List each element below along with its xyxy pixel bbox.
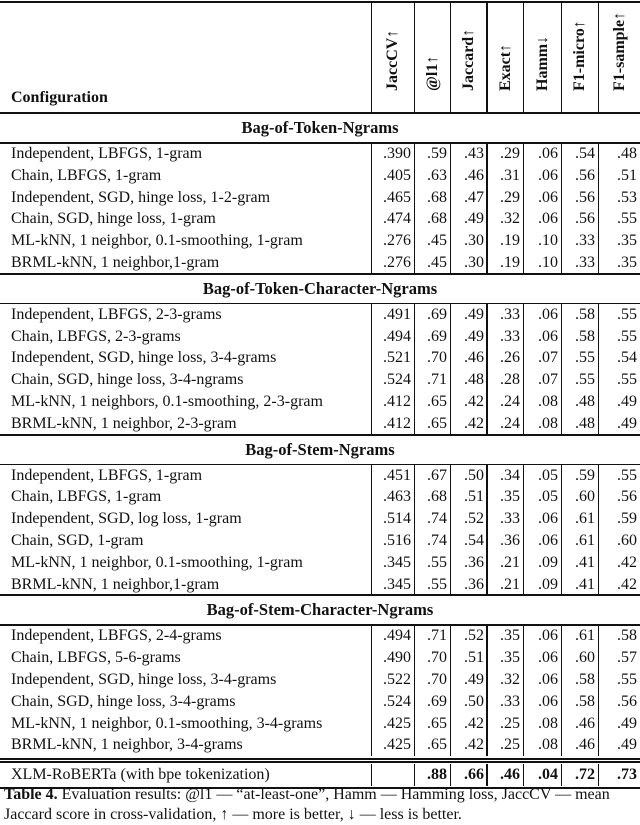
section-title: Bag-of-Token-Character-Ngrams [202,278,438,298]
row-value-exact: .32 [486,669,523,691]
row-configuration: BRML-kNN, 1 neighbor, 2-3-gram [11,414,237,432]
row-value-hamm: .08 [523,734,561,756]
row-value-exact: .21 [486,552,523,574]
row-value-jaccard: .30 [450,230,487,252]
row-value-f1-micro: .33 [561,252,598,274]
row-value-at-least-one: .70 [414,647,450,669]
row-value-at-least-one: .65 [414,734,450,756]
row-value-f1-micro: .55 [561,347,598,369]
row-value-at-least-one: .63 [414,165,450,187]
table-row [0,486,640,508]
row-configuration: ML-kNN, 1 neighbor, 0.1-smoothing, 1-gram [11,553,303,571]
row-value-f1-sample: .49 [598,734,640,756]
table-row [0,230,640,252]
row-value-hamm: .09 [523,552,561,574]
row-value-jaccard: .42 [450,713,487,735]
table-row [0,413,640,435]
column-header-f1-micro: F1-micro↑ [561,3,598,113]
row-value-jaccard: .49 [450,208,487,230]
row-value-exact: .35 [486,486,523,508]
row-value-jaccard: .36 [450,574,487,596]
row-value-hamm: .06 [523,508,561,530]
table-row [0,252,640,274]
row-value-jaccard: .50 [450,691,487,713]
row-configuration: ML-kNN, 1 neighbors, 0.1-smoothing, 2-3-gram [11,393,323,410]
row-value-jaccard: .36 [450,552,487,574]
row-value-f1-micro: .58 [561,669,598,691]
row-value-jacccv: .451 [371,465,414,487]
row-value-jacccv: .412 [371,413,414,435]
row-value-exact: .19 [486,230,523,252]
row-value-at-least-one: .65 [414,413,450,435]
row-configuration: Chain, SGD, 1-gram [11,532,144,549]
row-value-hamm: .07 [523,369,561,391]
row-value-hamm: .06 [523,691,561,713]
row-value-exact: .33 [486,304,523,326]
column-header-jaccard: Jaccard↑ [450,3,487,113]
row-value-jaccard: .49 [450,304,487,326]
row-value-hamm: .10 [523,230,561,252]
row-configuration: Chain, LBFGS, 1-gram [11,166,162,184]
row-value-jacccv: .524 [371,369,414,391]
row-configuration: Independent, SGD, log loss, 1-gram [11,510,242,528]
row-value-f1-sample: .49 [598,413,640,435]
row-value-jaccard: .54 [450,530,487,552]
row-value-hamm: .10 [523,252,561,274]
row-value-jacccv: .425 [371,734,414,756]
row-value-f1-sample: .60 [598,530,640,552]
row-value-at-least-one: .55 [414,574,450,596]
row-value-f1-micro: .58 [561,691,598,713]
row-value-at-least-one: .70 [414,669,450,691]
row-value-f1-micro: .41 [561,574,598,596]
row-value-exact: .46 [486,764,523,786]
row-value-exact: .24 [486,413,523,435]
row-value-exact: .34 [486,465,523,487]
row-value-f1-micro: .56 [561,165,598,187]
table-row [0,647,640,669]
row-value-f1-micro: .61 [561,625,598,647]
row-value-jacccv: .390 [371,143,414,165]
row-value-jacccv: .276 [371,230,414,252]
row-value-f1-micro: .48 [561,391,598,413]
row-value-jaccard: .66 [450,764,487,786]
row-configuration: Chain, LBFGS, 2-3-grams [11,327,181,345]
row-value-jacccv: .276 [371,252,414,274]
row-value-hamm: .08 [523,713,561,735]
row-value-exact: .35 [486,647,523,669]
row-value-exact: .33 [486,508,523,530]
row-value-f1-sample: .51 [598,165,640,187]
row-configuration: Independent, LBFGS, 1-gram [11,466,203,484]
row-value-exact: .26 [486,347,523,369]
row-configuration: BRML-kNN, 1 neighbor,1-gram [11,575,220,593]
row-configuration: Independent, LBFGS, 2-3-grams [11,305,222,323]
row-value-hamm: .05 [523,486,561,508]
row-value-jaccard: .49 [450,669,487,691]
row-value-hamm: .06 [523,187,561,209]
row-value-exact: .24 [486,391,523,413]
row-value-f1-sample: .53 [598,187,640,209]
row-value-jaccard: .51 [450,486,487,508]
row-value-exact: .25 [486,713,523,735]
row-configuration: Independent, SGD, hinge loss, 1-2-gram [11,188,271,206]
table-row [0,508,640,530]
row-value-hamm: .05 [523,465,561,487]
row-value-f1-sample: .58 [598,625,640,647]
table-row [0,552,640,574]
row-value-f1-sample: .56 [598,486,640,508]
row-value-jacccv [371,764,414,786]
row-configuration: Chain, LBFGS, 1-gram [11,488,162,506]
row-value-jacccv: .521 [371,347,414,369]
row-value-jaccard: .51 [450,647,487,669]
row-value-at-least-one: .74 [414,530,450,552]
row-value-jacccv: .405 [371,165,414,187]
row-value-jacccv: .474 [371,208,414,230]
row-value-f1-micro: .46 [561,713,598,735]
row-value-f1-sample: .55 [598,465,640,487]
table-row [0,187,640,209]
row-value-hamm: .06 [523,304,561,326]
row-value-hamm: .08 [523,413,561,435]
table-row [0,669,640,691]
row-value-jaccard: .50 [450,465,487,487]
row-value-jacccv: .516 [371,530,414,552]
row-value-jaccard: .48 [450,369,487,391]
row-configuration: Chain, SGD, hinge loss, 3-4-ngrams [11,371,244,389]
row-value-jaccard: .42 [450,391,487,413]
row-value-jaccard: .49 [450,326,487,348]
row-value-f1-sample: .49 [598,713,640,735]
row-value-jacccv: .494 [371,625,414,647]
row-value-at-least-one: .65 [414,391,450,413]
row-value-hamm: .09 [523,574,561,596]
row-value-f1-sample: .73 [598,764,640,786]
row-value-f1-micro: .60 [561,486,598,508]
table-row [0,347,640,369]
row-value-jaccard: .30 [450,252,487,274]
section-title: Bag-of-Stem-Character-Ngrams [206,600,434,620]
row-value-at-least-one: .67 [414,465,450,487]
row-value-f1-sample: .55 [598,369,640,391]
row-value-f1-micro: .58 [561,304,598,326]
row-value-at-least-one: .68 [414,486,450,508]
row-value-f1-sample: .55 [598,208,640,230]
config-column-header: Configuration [11,89,108,106]
row-value-exact: .32 [486,208,523,230]
row-value-at-least-one: .71 [414,369,450,391]
row-value-f1-sample: .35 [598,252,640,274]
row-value-hamm: .06 [523,530,561,552]
row-value-f1-sample: .48 [598,143,640,165]
row-value-f1-micro: .46 [561,734,598,756]
row-value-jacccv: .524 [371,691,414,713]
row-value-jacccv: .345 [371,552,414,574]
row-value-jacccv: .491 [371,304,414,326]
table-row [0,625,640,647]
row-value-jaccard: .42 [450,734,487,756]
row-value-exact: .33 [486,691,523,713]
row-value-f1-micro: .56 [561,208,598,230]
row-value-exact: .33 [486,326,523,348]
row-value-jaccard: .42 [450,413,487,435]
table-row [0,143,640,165]
table-caption [4,785,640,825]
table-row [0,208,640,230]
row-value-f1-micro: .41 [561,552,598,574]
row-value-hamm: .06 [523,326,561,348]
row-value-exact: .28 [486,369,523,391]
row-configuration: BRML-kNN, 1 neighbor, 3-4-grams [11,736,243,754]
row-value-hamm: .07 [523,347,561,369]
table-row [0,465,640,487]
column-header-jacccv: JaccCV↑ [371,3,414,113]
row-value-exact: .19 [486,252,523,274]
row-value-jaccard: .47 [450,187,487,209]
row-value-at-least-one: .69 [414,691,450,713]
column-header-exact: Exact↑ [486,3,523,113]
row-value-jaccard: .46 [450,165,487,187]
row-value-jaccard: .43 [450,143,487,165]
row-value-f1-sample: .35 [598,230,640,252]
row-value-f1-micro: .54 [561,143,598,165]
row-value-hamm: .08 [523,391,561,413]
row-value-exact: .31 [486,165,523,187]
row-configuration: Independent, LBFGS, 1-gram [11,145,203,162]
row-value-f1-sample: .55 [598,669,640,691]
row-value-exact: .35 [486,625,523,647]
table-row [0,764,640,786]
row-value-jaccard: .52 [450,508,487,530]
row-configuration: Chain, SGD, hinge loss, 3-4-grams [11,692,236,710]
row-value-f1-micro: .60 [561,647,598,669]
row-configuration: Chain, SGD, hinge loss, 1-gram [11,210,216,228]
row-value-exact: .36 [486,530,523,552]
row-value-f1-sample: .56 [598,691,640,713]
row-value-at-least-one: .71 [414,625,450,647]
column-header-at-least-one: @l1↑ [414,3,450,113]
row-value-jacccv: .522 [371,669,414,691]
table-row [0,574,640,596]
row-value-f1-micro: .61 [561,530,598,552]
row-value-hamm: .06 [523,165,561,187]
row-value-jacccv: .465 [371,187,414,209]
row-value-jacccv: .490 [371,647,414,669]
row-value-at-least-one: .59 [414,143,450,165]
row-value-jaccard: .46 [450,347,487,369]
row-value-f1-sample: .49 [598,391,640,413]
row-value-hamm: .04 [523,764,561,786]
row-value-jacccv: .425 [371,713,414,735]
row-configuration: ML-kNN, 1 neighbor, 0.1-smoothing, 1-gram [11,232,303,250]
row-value-jacccv: .514 [371,508,414,530]
row-value-at-least-one: .74 [414,508,450,530]
row-value-f1-micro: .33 [561,230,598,252]
row-value-jacccv: .345 [371,574,414,596]
row-value-at-least-one: .69 [414,304,450,326]
row-value-at-least-one: .45 [414,252,450,274]
row-value-at-least-one: .88 [414,764,450,786]
row-value-hamm: .06 [523,208,561,230]
row-value-f1-sample: .54 [598,347,640,369]
row-value-hamm: .06 [523,143,561,165]
row-value-at-least-one: .45 [414,230,450,252]
caption-label: Table 4. [4,786,58,803]
table-row [0,304,640,326]
row-value-jacccv: .463 [371,486,414,508]
row-value-f1-micro: .59 [561,465,598,487]
row-value-f1-micro: .58 [561,326,598,348]
row-value-f1-micro: .48 [561,413,598,435]
table-row [0,713,640,735]
row-value-f1-sample: .59 [598,508,640,530]
row-value-f1-sample: .42 [598,552,640,574]
table-row [0,369,640,391]
row-value-f1-sample: .57 [598,647,640,669]
row-value-jacccv: .494 [371,326,414,348]
row-value-at-least-one: .68 [414,208,450,230]
row-value-at-least-one: .69 [414,326,450,348]
caption-text: Evaluation results: @l1 — “at-least-one”, Hamm — Hamming loss, JaccCV — mean Jaccard score in cross-validation, ↑ — more is better, ↓ — less is better. [4,786,610,823]
section-title: Bag-of-Stem-Ngrams [245,439,395,459]
row-configuration: Independent, SGD, hinge loss, 3-4-grams [11,349,277,367]
row-configuration: XLM-RoBERTa (with bpe tokenization) [11,766,270,784]
row-value-f1-micro: .56 [561,187,598,209]
row-value-exact: .29 [486,143,523,165]
row-value-f1-sample: .42 [598,574,640,596]
double-rule-top [0,758,640,760]
row-value-hamm: .06 [523,625,561,647]
section-title: Bag-of-Token-Ngrams [241,118,399,137]
row-configuration: Independent, LBFGS, 2-4-grams [11,627,222,645]
row-value-f1-sample: .55 [598,304,640,326]
row-value-hamm: .06 [523,647,561,669]
row-value-at-least-one: .70 [414,347,450,369]
row-value-f1-sample: .55 [598,326,640,348]
column-header-f1-sample: F1-sample↑ [598,3,640,113]
row-value-hamm: .06 [523,669,561,691]
row-value-jacccv: .412 [371,391,414,413]
row-value-f1-micro: .55 [561,369,598,391]
double-rule-bottom [0,761,640,763]
row-configuration: Chain, LBFGS, 5-6-grams [11,649,181,667]
row-configuration: BRML-kNN, 1 neighbor,1-gram [11,254,220,271]
row-value-at-least-one: .55 [414,552,450,574]
row-configuration: ML-kNN, 1 neighbor, 0.1-smoothing, 3-4-grams [11,714,323,732]
row-value-exact: .21 [486,574,523,596]
table-row [0,326,640,348]
table-header [0,3,640,113]
row-configuration: Independent, SGD, hinge loss, 3-4-grams [11,671,277,688]
table-row [0,530,640,552]
row-value-exact: .25 [486,734,523,756]
table-row [0,734,640,756]
row-value-exact: .29 [486,187,523,209]
row-value-at-least-one: .65 [414,713,450,735]
table-row [0,165,640,187]
table-row [0,391,640,413]
row-value-f1-micro: .72 [561,764,598,786]
row-value-at-least-one: .68 [414,187,450,209]
row-value-jaccard: .52 [450,625,487,647]
column-header-hamm: Hamm↓ [523,3,561,113]
row-value-f1-micro: .61 [561,508,598,530]
table-row [0,691,640,713]
